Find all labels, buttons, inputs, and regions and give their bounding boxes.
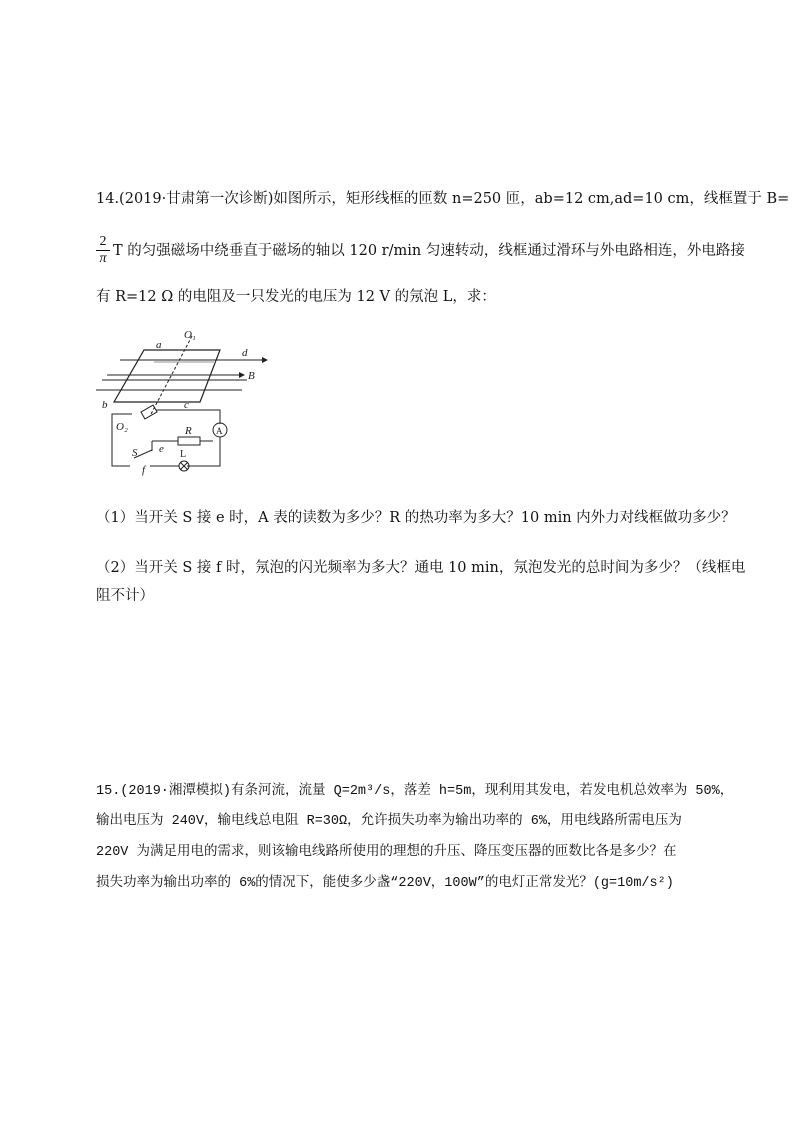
q14-line-2: T 的匀强磁场中绕垂直于磁场的轴以 120 r/min 匀速转动，线框通过滑环与外电路相连，外电路接 — [113, 243, 745, 259]
label-A: A — [216, 426, 223, 436]
label-B: B — [248, 370, 255, 382]
label-e: e — [159, 443, 164, 455]
slip-ring — [141, 405, 157, 419]
q14-line-1: 14.(2019·甘肃第一次诊断)如图所示，矩形线框的匝数 n=250 匝，ab=12 cm,ad=10 cm，线框置于 B= — [96, 191, 790, 207]
label-c: c — [184, 399, 189, 411]
coil-frame — [114, 350, 220, 402]
q15-line-4: 损失功率为输出功率的 6%的情况下，能使多少盏“220V，100W”的电灯正常发光？(g=10m/s²) — [96, 876, 674, 891]
fraction-denominator: π — [99, 251, 107, 266]
label-f: f — [142, 464, 146, 476]
label-d: d — [242, 347, 248, 359]
resistor-R — [178, 437, 200, 445]
label-L: L — [180, 449, 187, 460]
q15-line-2: 输出电压为 240V，输电线总电阻 R=30Ω，允许损失功率为输出功率的 6%，用电线路所需电压为 — [96, 814, 682, 829]
label-b: b — [102, 399, 108, 411]
arrow-head-d — [262, 357, 268, 363]
label-a: a — [156, 339, 162, 351]
label-S: S — [132, 447, 138, 459]
wire-top — [156, 410, 220, 424]
fraction-2-over-pi — [96, 235, 110, 266]
arrow-head-B — [239, 372, 245, 378]
q15-line-1: 15.(2019·湘潭模拟)有条河流，流量 Q=2m³/s，落差 h=5m，现利用其发电，若发电机总效率为 50%， — [96, 784, 734, 799]
q14-sub-2-line-2: 阻不计） — [96, 588, 154, 604]
fraction-numerator: 2 — [99, 234, 107, 249]
q14-line-3: 有 R=12 Ω 的电阻及一只发光的电压为 12 V 的氖泡 L，求： — [96, 289, 496, 305]
coil-circuit-figure — [92, 326, 272, 476]
q15-line-3: 220V 为满足用电的需求，则该输电线路所使用的理想的升压、降压变压器的匝数比各是多少？在 — [96, 845, 677, 860]
q14-sub-2-line-1: （2）当开关 S 接 f 时，氖泡的闪光频率为多大？通电 10 min，氖泡发光的总时间为多少？（线框电 — [96, 560, 746, 576]
label-O1: O₁ — [184, 329, 196, 341]
q14-sub-1: （1）当开关 S 接 e 时，A 表的读数为多少？R 的热功率为多大？10 min 内外力对线框做功多少？ — [96, 510, 736, 526]
label-R: R — [185, 425, 192, 437]
label-O2: O₂ — [116, 421, 128, 433]
